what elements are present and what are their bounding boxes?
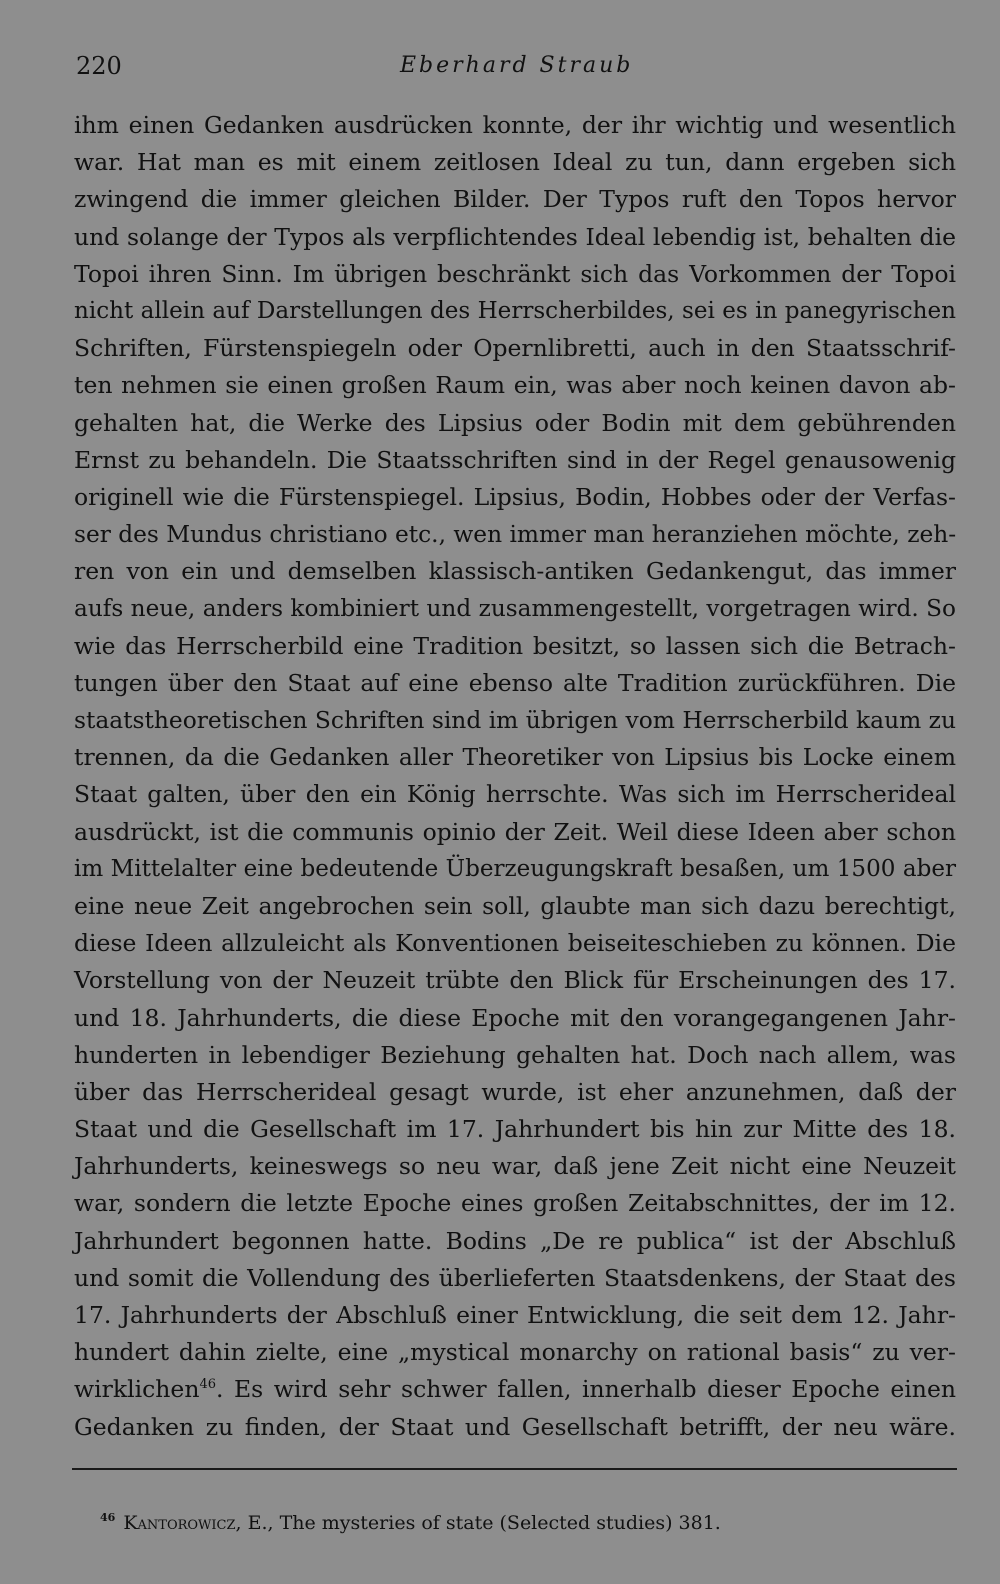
text-line: zwingend die immer gleichen Bilder. Der Typos ruft den Topos hervor	[74, 185, 956, 214]
paragraph-lines	[74, 107, 956, 1371]
text-line: nicht allein auf Darstellungen des Herrscherbildes, sei es in panegyrischen	[74, 297, 956, 324]
text-line: wie das Herrscherbild eine Tradition besitzt, so lassen sich die Betrach-	[74, 631, 956, 660]
body-text	[74, 107, 956, 1446]
text-line: staatstheoretischen Schriften sind im übrigen vom Herrscherbild kaum zu	[74, 706, 956, 734]
text-line: und somit die Vollendung des überlieferten Staatsdenkens, der Staat des	[74, 1263, 956, 1292]
text-line: über das Herrscherideal gesagt wurde, ist eher anzunehmen, daß der	[74, 1077, 956, 1106]
text-line: und solange der Typos als verpflichtendes Ideal lebendig ist, behalten die	[74, 222, 956, 251]
text-line: ten nehmen sie einen großen Raum ein, was aber noch keinen davon ab-	[74, 371, 956, 400]
text-line: 17. Jahrhunderts der Abschluß einer Entwicklung, die seit dem 12. Jahr-	[74, 1301, 956, 1329]
text-line: tungen über den Staat auf eine ebenso alte Tradition zurückführen. Die	[74, 668, 956, 697]
text-line: Staat und die Gesellschaft im 17. Jahrhundert bis hin zur Mitte des 18.	[74, 1115, 956, 1144]
running-head: Eberhard Straub	[400, 53, 634, 78]
text-line: Jahrhunderts, keineswegs so neu war, daß jene Zeit nicht eine Neuzeit	[74, 1152, 956, 1181]
footnote-reference[interactable]: 46	[199, 1377, 217, 1393]
text-line: Ernst zu behandeln. Die Staatsschriften sind in der Regel genausowenig	[74, 445, 956, 474]
text-line: ser des Mundus christiano etc., wen immer man heranziehen möchte, zeh-	[74, 521, 957, 549]
text-line: trennen, da die Gedanken aller Theoretiker von Lipsius bis Locke einem	[74, 743, 956, 772]
text-line: eine neue Zeit angebrochen sein soll, glaubte man sich dazu berechtigt,	[74, 891, 956, 920]
text-line: hunderten in lebendiger Beziehung gehalten hat. Doch nach allem, was	[74, 1040, 956, 1069]
text-line: Vorstellung von der Neuzeit trübte den Blick für Erscheinungen des 17.	[74, 966, 956, 995]
text-line-footnote-ref	[74, 1371, 956, 1408]
text-line: Topoi ihren Sinn. Im übrigen beschränkt sich das Vorkommen der Topoi	[74, 259, 956, 288]
text-line: Schriften, Fürstenspiegeln oder Opernlibretti, auch in den Staatsschrif-	[74, 334, 956, 363]
text-line: Jahrhundert begonnen hatte. Bodins „De re publica“ ist der Abschluß	[74, 1226, 956, 1255]
text-line: Staat galten, über den ein König herrschte. Was sich im Herrscherideal	[74, 780, 956, 809]
text-line: und 18. Jahrhunderts, die diese Epoche mit den vorangegangenen Jahr-	[74, 1003, 956, 1032]
line-segment: . Es wird sehr schwer fallen, innerhalb dieser Epoche einen	[216, 1375, 956, 1404]
text-line: originell wie die Fürstenspiegel. Lipsius, Bodin, Hobbes oder der Verfas-	[74, 482, 956, 511]
footnote-rule	[72, 1468, 957, 1470]
text-line: war, sondern die letzte Epoche eines großen Zeitabschnittes, der im 12.	[74, 1189, 956, 1218]
line-segment: wirklichen	[74, 1375, 200, 1404]
text-line-final: Gedanken zu finden, der Staat und Gesellschaft betrifft, der neu wäre.	[74, 1412, 956, 1441]
footnote-citation: , E., The mysteries of state (Selected studies) 381.	[235, 1512, 721, 1534]
text-line: war. Hat man es mit einem zeitlosen Ideal zu tun, dann ergeben sich	[74, 148, 956, 177]
footnote-author: Kantorowicz	[123, 1512, 236, 1534]
text-line: diese Ideen allzuleicht als Konventionen beiseiteschieben zu können. Die	[74, 929, 956, 958]
text-line: aufs neue, anders kombiniert und zusammengestellt, vorgetragen wird. So	[74, 595, 956, 623]
text-line: im Mittelalter eine bedeutende Überzeugungskraft besaßen, um 1500 aber	[74, 855, 956, 882]
footnote	[100, 1509, 880, 1537]
text-line: gehalten hat, die Werke des Lipsius oder Bodin mit dem gebührenden	[74, 408, 956, 437]
text-line: ihm einen Gedanken ausdrücken konnte, der ihr wichtig und wesentlich	[74, 111, 956, 139]
footnote-number: 46	[100, 1511, 116, 1524]
text-line: hundert dahin zielte, eine „mystical monarchy on rational basis“ zu ver-	[74, 1338, 956, 1367]
page-number: 220	[76, 52, 122, 80]
text-line: ren von ein und demselben klassisch-antiken Gedankengut, das immer	[74, 557, 956, 586]
text-line: ausdrückt, ist die communis opinio der Zeit. Weil diese Ideen aber schon	[74, 817, 956, 846]
